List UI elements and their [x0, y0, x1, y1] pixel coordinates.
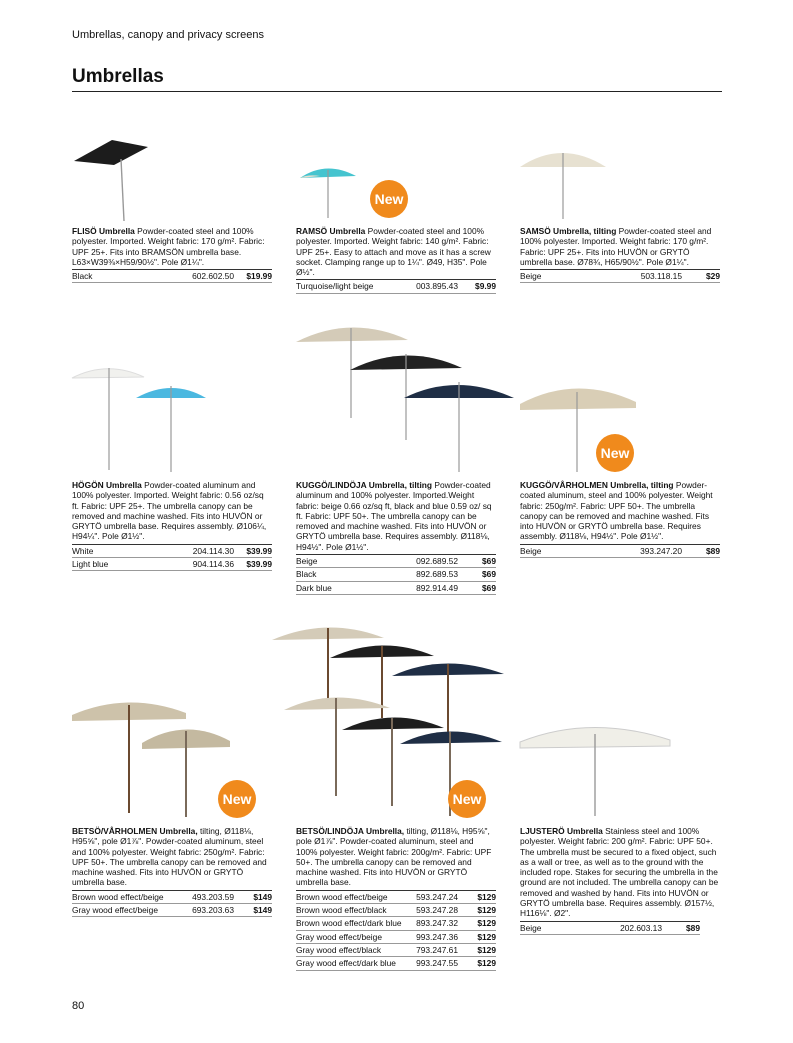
variant-color: Turquoise/light beige: [296, 280, 400, 293]
variant-table: [520, 921, 700, 935]
variant-row: [72, 270, 272, 283]
variant-row: [72, 544, 272, 557]
variant-color: Gray wood effect/beige: [72, 904, 183, 917]
article-number: 003.895.43: [400, 280, 462, 293]
variant-row: [296, 917, 496, 930]
variant-color: White: [72, 544, 146, 557]
product-description: tilting, Ø118⅛, H95⅝", pole Ø1⅞". Powder-coated aluminum, steel and 100% polyester. Weight fabric: 250g/m². Fabric: UPF 50+. The umbrella canopy can be removed and machine washed. Fits into HUVÖN or GRYTÖ umbrella base.: [72, 826, 267, 888]
article-number: 593.247.24: [412, 890, 462, 903]
product-name: BETSÖ/VÅRHOLMEN Umbrella,: [72, 826, 198, 836]
variant-table: [520, 544, 720, 558]
article-number: 602.602.50: [123, 270, 238, 283]
price: $69: [462, 555, 496, 568]
product-name: BETSÖ/LINDÖJA Umbrella,: [296, 826, 405, 836]
price: $149: [238, 890, 272, 903]
ljustero-umbrella-image: [520, 720, 675, 820]
variant-table: [296, 554, 496, 595]
variant-row: [520, 544, 720, 557]
product-description: Stainless steel and 100% polyester. Weight fabric: 200 g/m². Fabric: UPF 50+. The umbrella must be secured to a fixed object, such as a wall or tree, as well as to the ground with the included rope. Stakes for securing the umbrella in the ground are not included. The umbrella canopy can be removed and washed by hand. Fits into HUVÖN or GRYTÖ umbrella base. Requires assembly. Ø157½, H116⅛". Ø2".: [520, 826, 719, 919]
variant-row: [296, 581, 496, 594]
variant-color: Gray wood effect/black: [296, 943, 412, 956]
variant-row: [296, 555, 496, 568]
variant-table: [520, 269, 720, 283]
product-ljustero: [520, 826, 720, 935]
variant-color: Gray wood effect/dark blue: [296, 957, 412, 970]
variant-row: [296, 957, 496, 970]
product-hogon: [72, 480, 272, 571]
variant-row: [72, 558, 272, 571]
kuggo-lindoja-umbrella-image: [296, 320, 526, 475]
variant-table: [296, 890, 496, 971]
product-fliso: [72, 226, 272, 283]
product-kuggo-varholmen: [520, 480, 720, 558]
variant-color: Beige: [520, 921, 566, 934]
product-ramso: [296, 226, 496, 294]
article-number: 393.247.20: [573, 544, 686, 557]
article-number: 202.603.13: [566, 921, 666, 934]
product-description: Powder-coated aluminum, steel and 100% polyester. Weight fabric: 250g/m². Fabric: UPF 50+. The umbrella canopy can be removed and machine washed. Fits into HUVÖN or GRYTÖ umbrella base. Requires assembly. Ø118⅛, H94½". Pole Ø1½".: [520, 480, 713, 542]
price: $39.99: [238, 558, 272, 571]
variant-color: Brown wood effect/beige: [296, 890, 412, 903]
product-description: Powder-coated steel and 100% polyester. Imported. Weight fabric: 170 g/m². Fabric: UPF 25+. Fits into BRAMSÖN umbrella base. L63×W39⅜×H59/90½". Pole Ø1¼".: [72, 226, 265, 267]
article-number: 693.203.63: [183, 904, 238, 917]
article-number: 092.689.52: [369, 555, 462, 568]
price: $9.99: [462, 280, 496, 293]
article-number: 993.247.36: [412, 930, 462, 943]
variant-color: Beige: [296, 555, 369, 568]
product-name: LJUSTERÖ Umbrella: [520, 826, 603, 836]
price: $129: [462, 943, 496, 956]
article-number: 593.247.28: [412, 904, 462, 917]
article-number: 993.247.55: [412, 957, 462, 970]
price: $129: [462, 930, 496, 943]
ramso-umbrella-image: [296, 160, 366, 230]
variant-color: Dark blue: [296, 581, 369, 594]
product-description: Powder-coated steel and 100% polyester. Imported. Weight fabric: 170 g/m². Fabric: UPF 25+. Fits into HUVÖN or GRYTÖ umbrella base. Ø78¾, H65/90½". Pole Ø1¼".: [520, 226, 712, 267]
price: $129: [462, 904, 496, 917]
product-name: SAMSÖ Umbrella, tilting: [520, 226, 617, 236]
product-description: Powder-coated steel and 100% polyester. Imported. Weight fabric: 140 g/m². Fabric: UPF 25+. Easy to attach and move as it has a screw socket. Clamping range up to 1¼". Ø49, H35". Pole Ø½".: [296, 226, 491, 278]
price: $129: [462, 957, 496, 970]
hogon-umbrella-image: [72, 360, 242, 475]
variant-color: Black: [72, 270, 123, 283]
variant-color: Beige: [520, 544, 573, 557]
product-kuggo-lindoja: [296, 480, 496, 595]
variant-color: Beige: [520, 270, 573, 283]
variant-color: Brown wood effect/black: [296, 904, 412, 917]
article-number: 204.114.30: [146, 544, 238, 557]
betso-lindoja-umbrella-image: [272, 620, 522, 820]
article-number: 892.914.49: [369, 581, 462, 594]
page-number: 80: [72, 1000, 85, 1012]
variant-color: Brown wood effect/dark blue: [296, 917, 412, 930]
variant-table: [72, 890, 272, 918]
variant-row: [296, 930, 496, 943]
variant-row: [296, 568, 496, 581]
product-name: HÖGÖN Umbrella: [72, 480, 142, 490]
product-description: Powder-coated aluminum and 100% polyester. Imported. Weight fabric: 0.56 oz/sq ft. Fabric: UPF 25+. The umbrella canopy can be removed and machine washed. Fits into HUVÖN or GRYTÖ umbrella base. Requires assembly. Ø106¼, H94¼". Pole Ø1½".: [72, 480, 267, 542]
product-description: tilting, Ø118⅛, H95⅝", pole Ø1⅞". Powder-coated aluminum, steel and 100% polyester. Weight fabric: 200g/m². Fabric: UPF 50+. The umbrella canopy can be removed and machine washed. Fits into HUVÖN or GRYTÖ umbrella base.: [296, 826, 492, 888]
product-betso-lindoja: [296, 826, 496, 971]
article-number: 503.118.15: [573, 270, 686, 283]
article-number: 793.247.61: [412, 943, 462, 956]
variant-row: [520, 921, 700, 934]
variant-row: [72, 904, 272, 917]
variant-table: [72, 269, 272, 283]
article-number: 892.689.53: [369, 568, 462, 581]
new-badge: New: [596, 434, 634, 472]
new-badge: New: [218, 780, 256, 818]
product-name: KUGGÖ/LINDÖJA Umbrella, tilting: [296, 480, 433, 490]
page-title: Umbrellas: [72, 66, 164, 87]
product-name: KUGGÖ/VÅRHOLMEN Umbrella, tilting: [520, 480, 674, 490]
variant-color: Black: [296, 568, 369, 581]
article-number: 893.247.32: [412, 917, 462, 930]
fliso-umbrella-image: [72, 135, 172, 225]
product-description: Powder-coated aluminum and 100% polyester. Imported.Weight fabric: beige 0.66 oz/sq ft, black and blue 0.59 oz/ sq ft. Fabric: UPF 50+. The umbrella canopy can be removed and machine washed. Fits into HUVÖN or GRYTÖ umbrella base. Requires assembly. Ø118⅛, H94½". Pole Ø1½".: [296, 480, 492, 552]
price: $69: [462, 581, 496, 594]
section-header: Umbrellas, canopy and privacy screens: [72, 29, 264, 41]
variant-row: [296, 904, 496, 917]
price: $29: [686, 270, 720, 283]
variant-color: Gray wood effect/beige: [296, 930, 412, 943]
variant-row: [520, 270, 720, 283]
title-rule: [72, 91, 722, 92]
article-number: 493.203.59: [183, 890, 238, 903]
variant-row: [296, 943, 496, 956]
price: $129: [462, 917, 496, 930]
variant-color: Brown wood effect/beige: [72, 890, 183, 903]
price: $19.99: [238, 270, 272, 283]
new-badge: New: [448, 780, 486, 818]
product-name: FLISÖ Umbrella: [72, 226, 135, 236]
samso-umbrella-image: [520, 145, 610, 225]
variant-table: [296, 279, 496, 293]
product-name: RAMSÖ Umbrella: [296, 226, 366, 236]
variant-row: [296, 890, 496, 903]
product-samso: [520, 226, 720, 283]
variant-row: [72, 890, 272, 903]
price: $89: [666, 921, 700, 934]
price: $129: [462, 890, 496, 903]
price: $69: [462, 568, 496, 581]
new-badge: New: [370, 180, 408, 218]
article-number: 904.114.36: [146, 558, 238, 571]
variant-color: Light blue: [72, 558, 146, 571]
price: $149: [238, 904, 272, 917]
price: $39.99: [238, 544, 272, 557]
variant-table: [72, 544, 272, 572]
variant-row: [296, 280, 496, 293]
product-betso-varholmen: [72, 826, 272, 917]
price: $89: [686, 544, 720, 557]
